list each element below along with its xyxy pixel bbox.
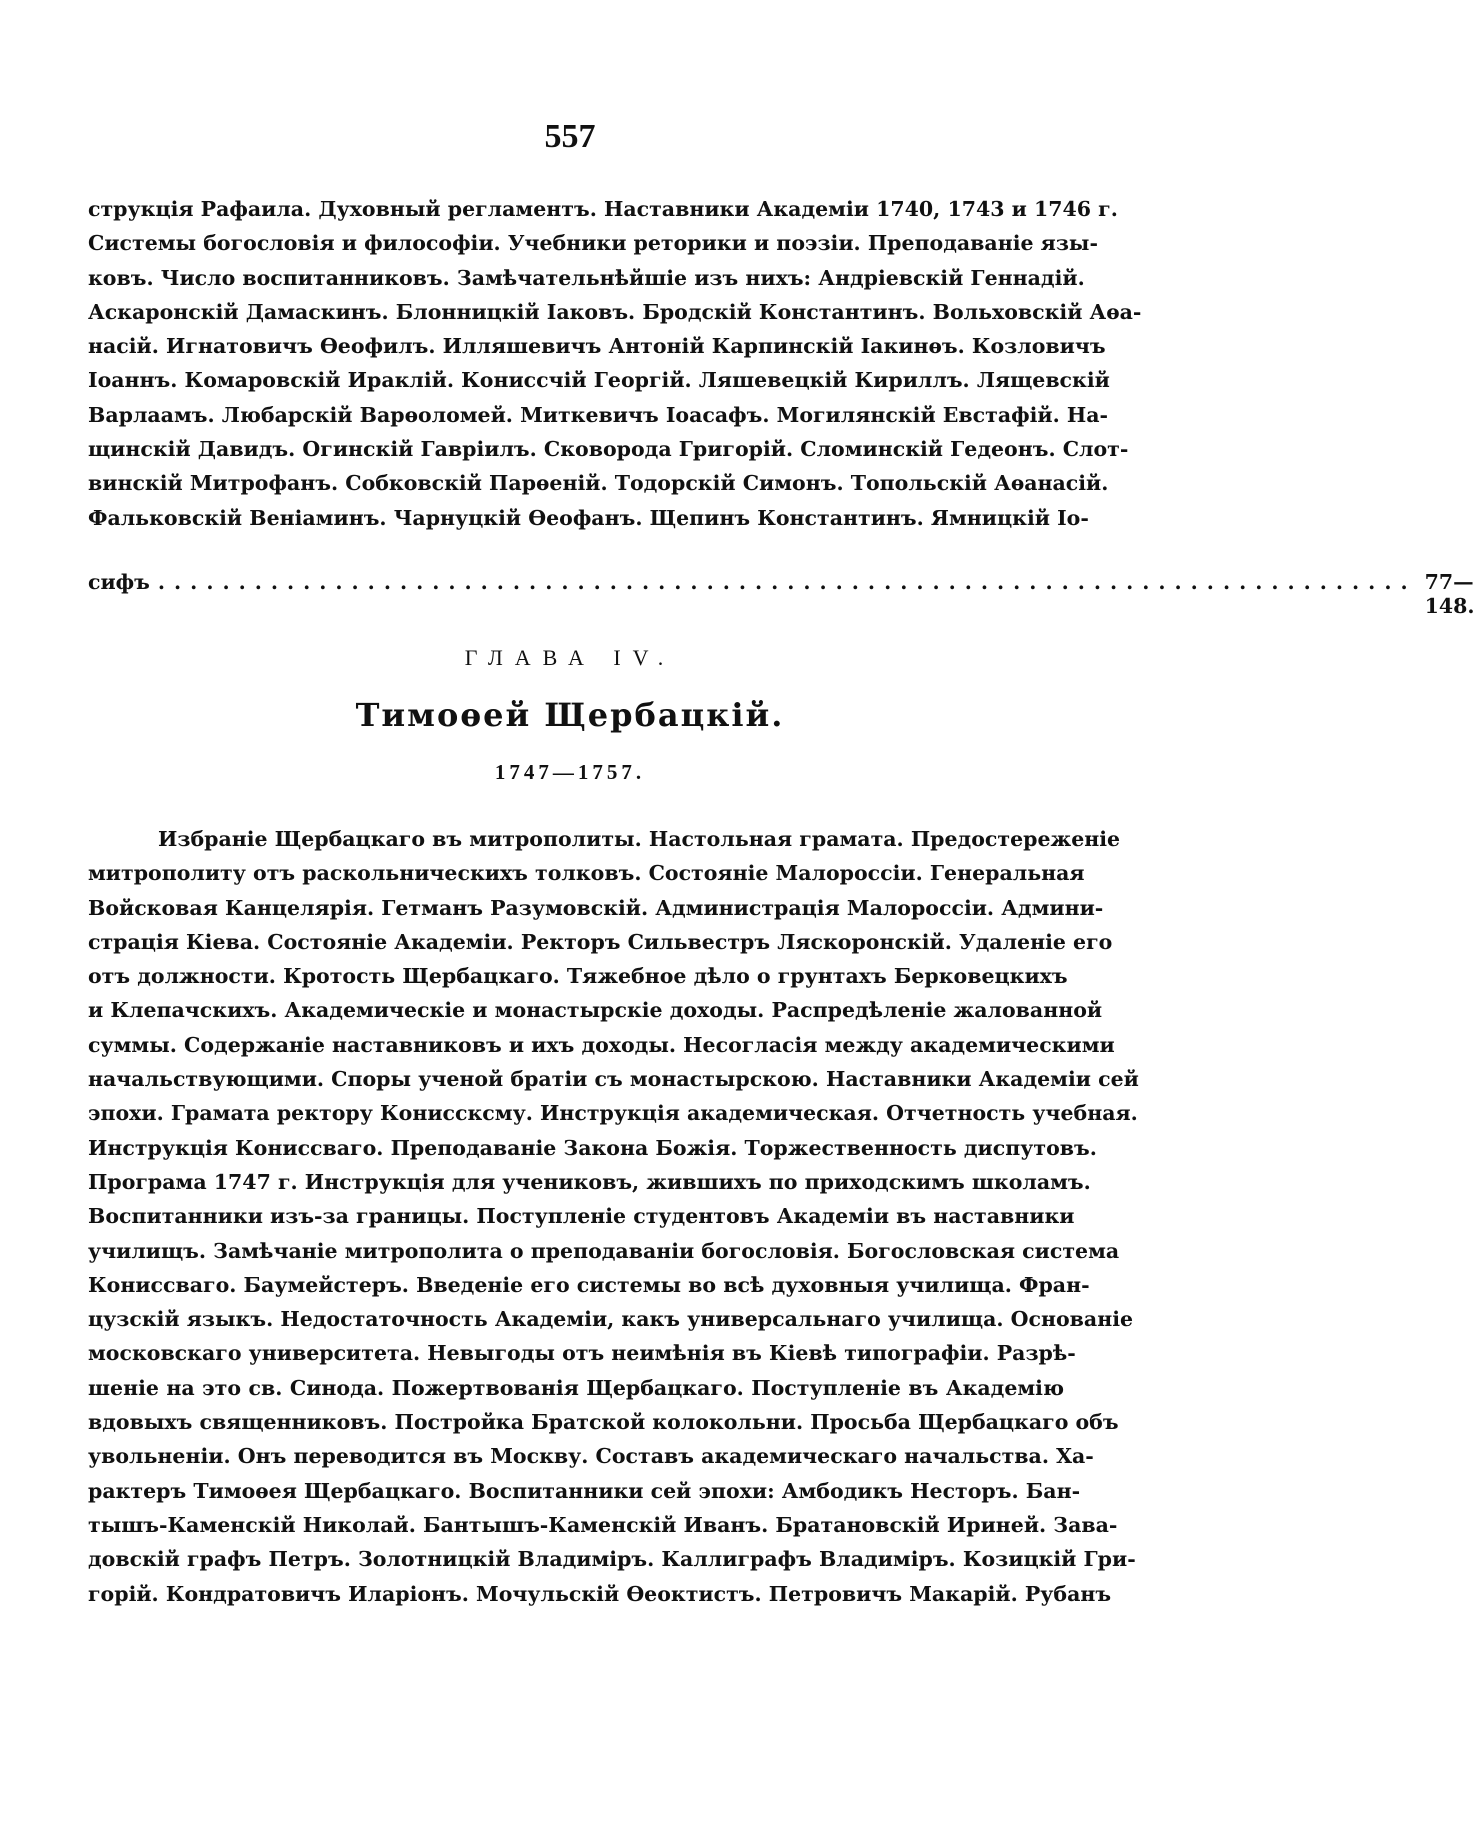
text-line: тышъ-Каменскій Николай. Бантышъ-Каменскій Иванъ. Братановскій Ириней. Зава- (88, 1512, 1118, 1537)
text-line: винскій Митрофанъ. Собковскій Парѳеній. Тодорскій Симонъ. Топольскій Аѳанасій. (88, 471, 1109, 496)
leader-line-text: сифъ (88, 570, 150, 594)
text-line: шеніе на это св. Синода. Пожертвованія Щербацкаго. Поступленіе въ Академію (88, 1375, 1064, 1400)
chapter-title: Тимоѳей Щербацкій. (355, 696, 785, 734)
text-line: Инструкція Кониссваго. Преподаваніе Закона Божія. Торжественность диспутовъ. (88, 1135, 1097, 1160)
intro-paragraph (88, 192, 1142, 535)
text-line: Системы богословія и философіи. Учебники реторики и поэзіи. Преподаваніе язы- (88, 231, 1098, 256)
text-line: Фальковскій Веніаминъ. Чарнуцкій Ѳеофанъ. Щепинъ Константинъ. Ямницкій Іо- (88, 505, 1089, 530)
text-line: Избраніе Щербацкаго въ митрополиты. Настольная грамата. Предостереженіе (158, 827, 1121, 851)
text-line: эпохи. Грамата ректору Кониссксму. Инструкція академическая. Отчетность учебная. (88, 1101, 1138, 1126)
text-line: училищъ. Замѣчаніе митрополита о преподаваніи богословія. Богословская система (88, 1238, 1120, 1263)
text-line: Воспитанники изъ-за границы. Поступленіе студентовъ Академіи въ наставники (88, 1204, 1075, 1229)
text-line: вдовыхъ священниковъ. Постройка Братской колокольни. Просьба Щербацкаго объ (88, 1410, 1119, 1435)
text-line: суммы. Содержаніе наставниковъ и ихъ доходы. Несогласія между академическими (88, 1032, 1115, 1057)
text-line: московскаго университета. Невыгоды отъ неимѣнія въ Кіевѣ типографіи. Разрѣ- (88, 1341, 1076, 1366)
text-line: Варлаамъ. Любарскій Варѳоломей. Миткевичъ Іоасафъ. Могилянскій Евстафій. На- (88, 402, 1109, 427)
chapter-summary-paragraph (88, 822, 1139, 1611)
leader-line-pages: 77—148. (1424, 570, 1475, 618)
chapter-years: 1747—1757. (494, 760, 646, 784)
text-line: Кониссваго. Баумейстеръ. Введеніе его системы во всѣ духовныя училища. Фран- (88, 1272, 1090, 1297)
text-line: страція Кіева. Состояніе Академіи. Ректоръ Сильвестръ Ляскоронскій. Удаленіе его (88, 929, 1113, 954)
text-line: рактеръ Тимоѳея Щербацкаго. Воспитанники сей эпохи: Амбодикъ Несторъ. Бан- (88, 1478, 1081, 1503)
page-number: 557 (544, 118, 596, 155)
text-line: насій. Игнатовичъ Ѳеофилъ. Илляшевичъ Антоній Карпинскій Іакинѳъ. Козловичъ (88, 334, 1106, 359)
text-line: щинскій Давидъ. Огинскій Гавріилъ. Сковорода Григорій. Сломинскій Гедеонъ. Слот- (88, 437, 1129, 462)
text-line: горій. Кондратовичъ Иларіонъ. Мочульскій Ѳеоктистъ. Петровичъ Макарій. Рубанъ (88, 1581, 1112, 1606)
text-line: отъ должности. Кротость Щербацкаго. Тяжебное дѣло о грунтахъ Берковецкихъ (88, 964, 1068, 989)
leader-dots: .............................................................................. (157, 570, 1417, 594)
leader-line (88, 570, 1475, 618)
text-line: и Клепачскихъ. Академическіе и монастырскіе доходы. Распредѣленіе жалованной (88, 998, 1103, 1023)
text-line: струкція Рафаила. Духовный регламентъ. Наставники Академіи 1740, 1743 и 1746 г. (88, 197, 1118, 221)
chapter-label: ГЛАВА IV. (464, 645, 676, 670)
text-line: Войсковая Канцелярія. Гетманъ Разумовскій. Администрація Малороссіи. Админи- (88, 895, 1104, 920)
text-line: цузскій языкъ. Недостаточность Академіи, какъ универсальнаго училища. Основаніе (88, 1307, 1134, 1332)
text-line: начальствующими. Споры ученой братіи съ монастырскою. Наставники Академіи сей (88, 1067, 1139, 1092)
text-line: Іоаннъ. Комаровскій Ираклій. Кониссчій Георгій. Ляшевецкій Кириллъ. Лящевскій (88, 368, 1110, 393)
text-line: довскій графъ Петръ. Золотницкій Владиміръ. Каллиграфъ Владиміръ. Козицкій Гри- (88, 1547, 1136, 1572)
text-line: увольненіи. Онъ переводится въ Москву. Составъ академическаго начальства. Ха- (88, 1444, 1094, 1469)
text-line: митрополиту отъ раскольническихъ толковъ. Состояніе Малороссіи. Генеральная (88, 861, 1085, 886)
text-line: Аскаронскій Дамаскинъ. Блонницкій Іаковъ. Бродскій Константинъ. Вольховскій Аѳа- (88, 299, 1142, 324)
text-line: ковъ. Число воспитанниковъ. Замѣчательнѣйшіе изъ нихъ: Андріевскій Геннадій. (88, 265, 1085, 290)
text-line: Програма 1747 г. Инструкція для учениковъ, жившихъ по приходскимъ школамъ. (88, 1169, 1091, 1194)
